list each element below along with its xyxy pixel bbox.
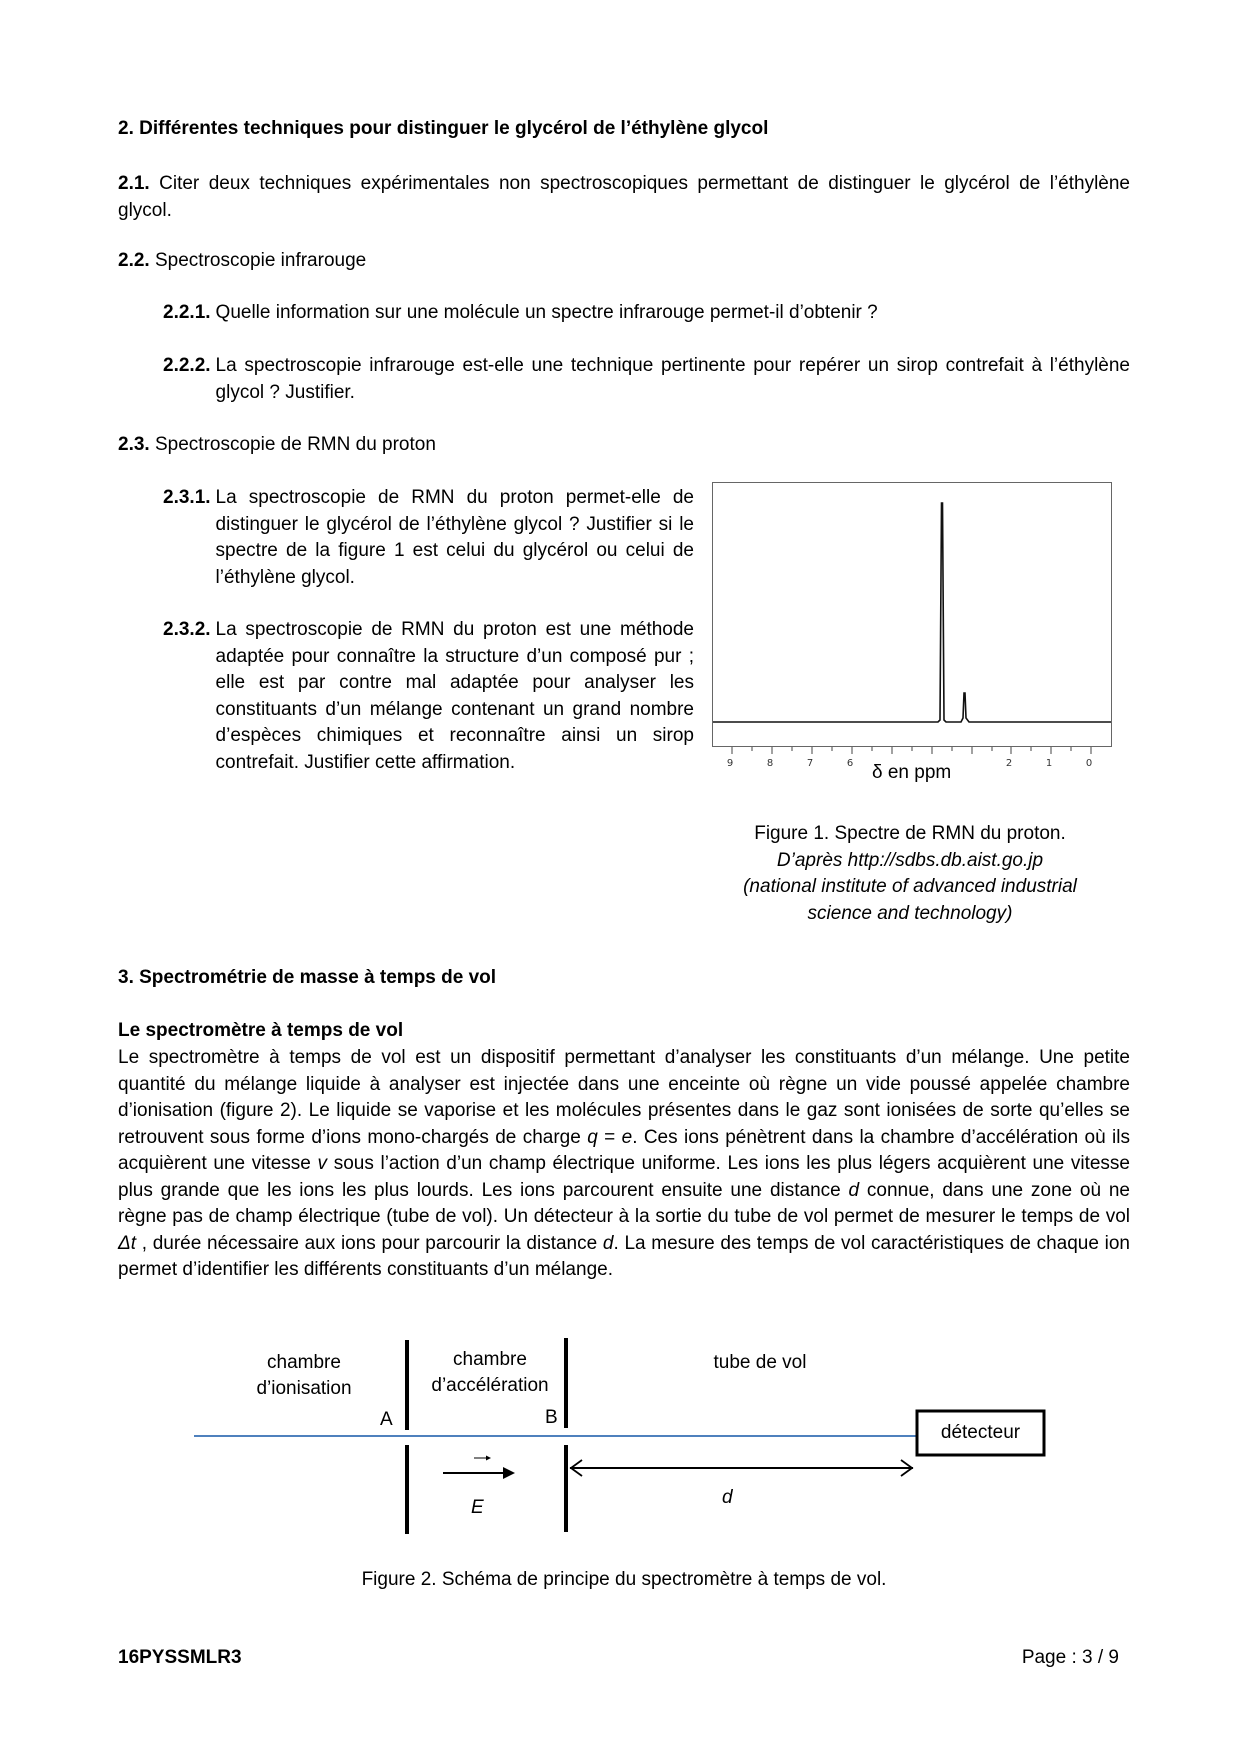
paragraph-text: , durée nécessaire aux ions pour parcourir la distance [136, 1232, 603, 1254]
question-number: 2.3.2. [163, 619, 211, 640]
nmr-spectrum-plot [0, 0, 1240, 800]
section-3-subheading: Le spectromètre à temps de vol [118, 1020, 404, 1041]
x-tick-label: 2 [1005, 758, 1013, 769]
label-detector: détecteur [940, 1422, 1021, 1443]
paragraph-text: connue, dans une zone où ne règne pas de champ électrique (tube de vol). Un détecteur à la sortie du tube de vol permet de mesurer le temps de vol [118, 1179, 1130, 1227]
question-text: La spectroscopie de RMN du proton est une méthode adaptée pour connaître la structure d’un composé pur ; elle est par contre mal adaptée pour analyser les constituants d’un mélange contenant un grand nombre d’espèces chimiques et reconnaître ainsi un sirop contrefait. Justifier cette affirmation. [215, 619, 694, 773]
label-point-a: A [380, 1409, 393, 1430]
question-number: 2.2.1. [163, 302, 211, 323]
x-axis-label: δ en ppm [872, 762, 952, 783]
x-tick-label: 7 [806, 758, 814, 769]
section-3-heading: 3. Spectrométrie de masse à temps de vol [118, 967, 497, 988]
question-number: 2.2. [118, 250, 150, 271]
paragraph-text: Le spectromètre à temps de vol est un dispositif permettant d’analyser les constituants d’un mélange. Une petite quantité du mélange liquide à analyser est injectée dans une enceinte où règne un vide poussé appelée chambre d’ionisation (figure 2). Le liquide se vaporise et les molécules présentes dans le gaz sont ionisées de sorte qu’elles se retrouvent sous forme d’ions mono-chargés de charge [118, 1047, 1130, 1148]
paragraph-text: = [597, 1126, 622, 1148]
question-text: La spectroscopie de RMN du proton permet-elle de distinguer le glycérol de l’éthylène glycol ? Justifier si le spectre de la figure 1 est celui du glycérol ou celui de l’éthylène glycol. [215, 487, 694, 588]
question-text: La spectroscopie infrarouge est-elle une technique pertinente pour repérer un sirop contrefait à l’éthylène glycol ? Justifier. [215, 355, 1130, 403]
question-number: 2.1. [118, 173, 150, 194]
figure-1-caption [700, 821, 1120, 927]
label-point-b: B [545, 1407, 558, 1428]
x-tick-label: 8 [766, 758, 774, 769]
question-text: Citer deux techniques expérimentales non spectroscopiques permettant de distinguer le glycérol de l’éthylène glycol. [118, 173, 1130, 221]
section-3-paragraph [118, 1045, 1130, 1284]
spectrometer-diagram [0, 1300, 1240, 1560]
question-text: Spectroscopie de RMN du proton [154, 434, 436, 455]
symbol-e: e [621, 1126, 633, 1148]
symbol-q: q [587, 1126, 598, 1148]
figure-2-caption: Figure 2. Schéma de principe du spectromètre à temps de vol. [361, 1569, 887, 1590]
label-e-field: E [471, 1497, 484, 1518]
x-tick-label: 6 [846, 758, 854, 769]
label-ionisation-chamber [234, 1350, 374, 1402]
paragraph-text: . La mesure des temps de vol caractéristiques de chaque ion permet d’identifier les différents constituants d’un mélange. [118, 1232, 1130, 1280]
caption-source: science and technology) [807, 902, 1013, 924]
question-number: 2.2.2. [163, 355, 211, 376]
label-text: d’accélération [431, 1375, 549, 1396]
page-number: Page : 3 / 9 [1021, 1647, 1119, 1668]
document-code: 16PYSSMLR3 [118, 1647, 242, 1668]
symbol-v: v [317, 1153, 328, 1174]
question-text: Quelle information sur une molécule un spectre infrarouge permet-il d’obtenir ? [215, 302, 878, 323]
section-2-heading: 2. Différentes techniques pour distinguer le glycérol de l’éthylène glycol [118, 118, 769, 139]
label-distance-d: d [722, 1487, 733, 1508]
x-tick-label: 9 [726, 758, 734, 769]
x-tick-label: 1 [1045, 758, 1053, 769]
paragraph-text: sous l’action d’un champ électrique uniforme. Les ions les plus légers acquièrent une vitesse plus grande que les ions les plus lourds. Les ions parcourent ensuite une distance [118, 1153, 1130, 1201]
paragraph-text: . Ces ions pénètrent dans la chambre d’accélération où ils acquièrent une vitesse [118, 1126, 1130, 1174]
symbol-d: d [602, 1232, 614, 1254]
question-number: 2.3.1. [163, 487, 211, 508]
x-tick-label: 0 [1085, 758, 1093, 769]
label-text: chambre [453, 1349, 527, 1370]
question-text: Spectroscopie infrarouge [154, 250, 367, 271]
caption-source: (national institute of advanced industrial [743, 876, 1077, 897]
symbol-delta-t: Δt [118, 1232, 137, 1254]
caption-line: Figure 1. Spectre de RMN du proton. [754, 823, 1066, 844]
symbol-d: d [848, 1179, 860, 1201]
question-number: 2.3. [118, 434, 150, 455]
label-text: chambre [267, 1352, 341, 1373]
label-acceleration-chamber [415, 1347, 565, 1399]
label-flight-tube: tube de vol [713, 1352, 807, 1373]
caption-source: D’après http://sdbs.db.aist.go.jp [776, 849, 1044, 871]
label-text: d’ionisation [256, 1378, 352, 1399]
